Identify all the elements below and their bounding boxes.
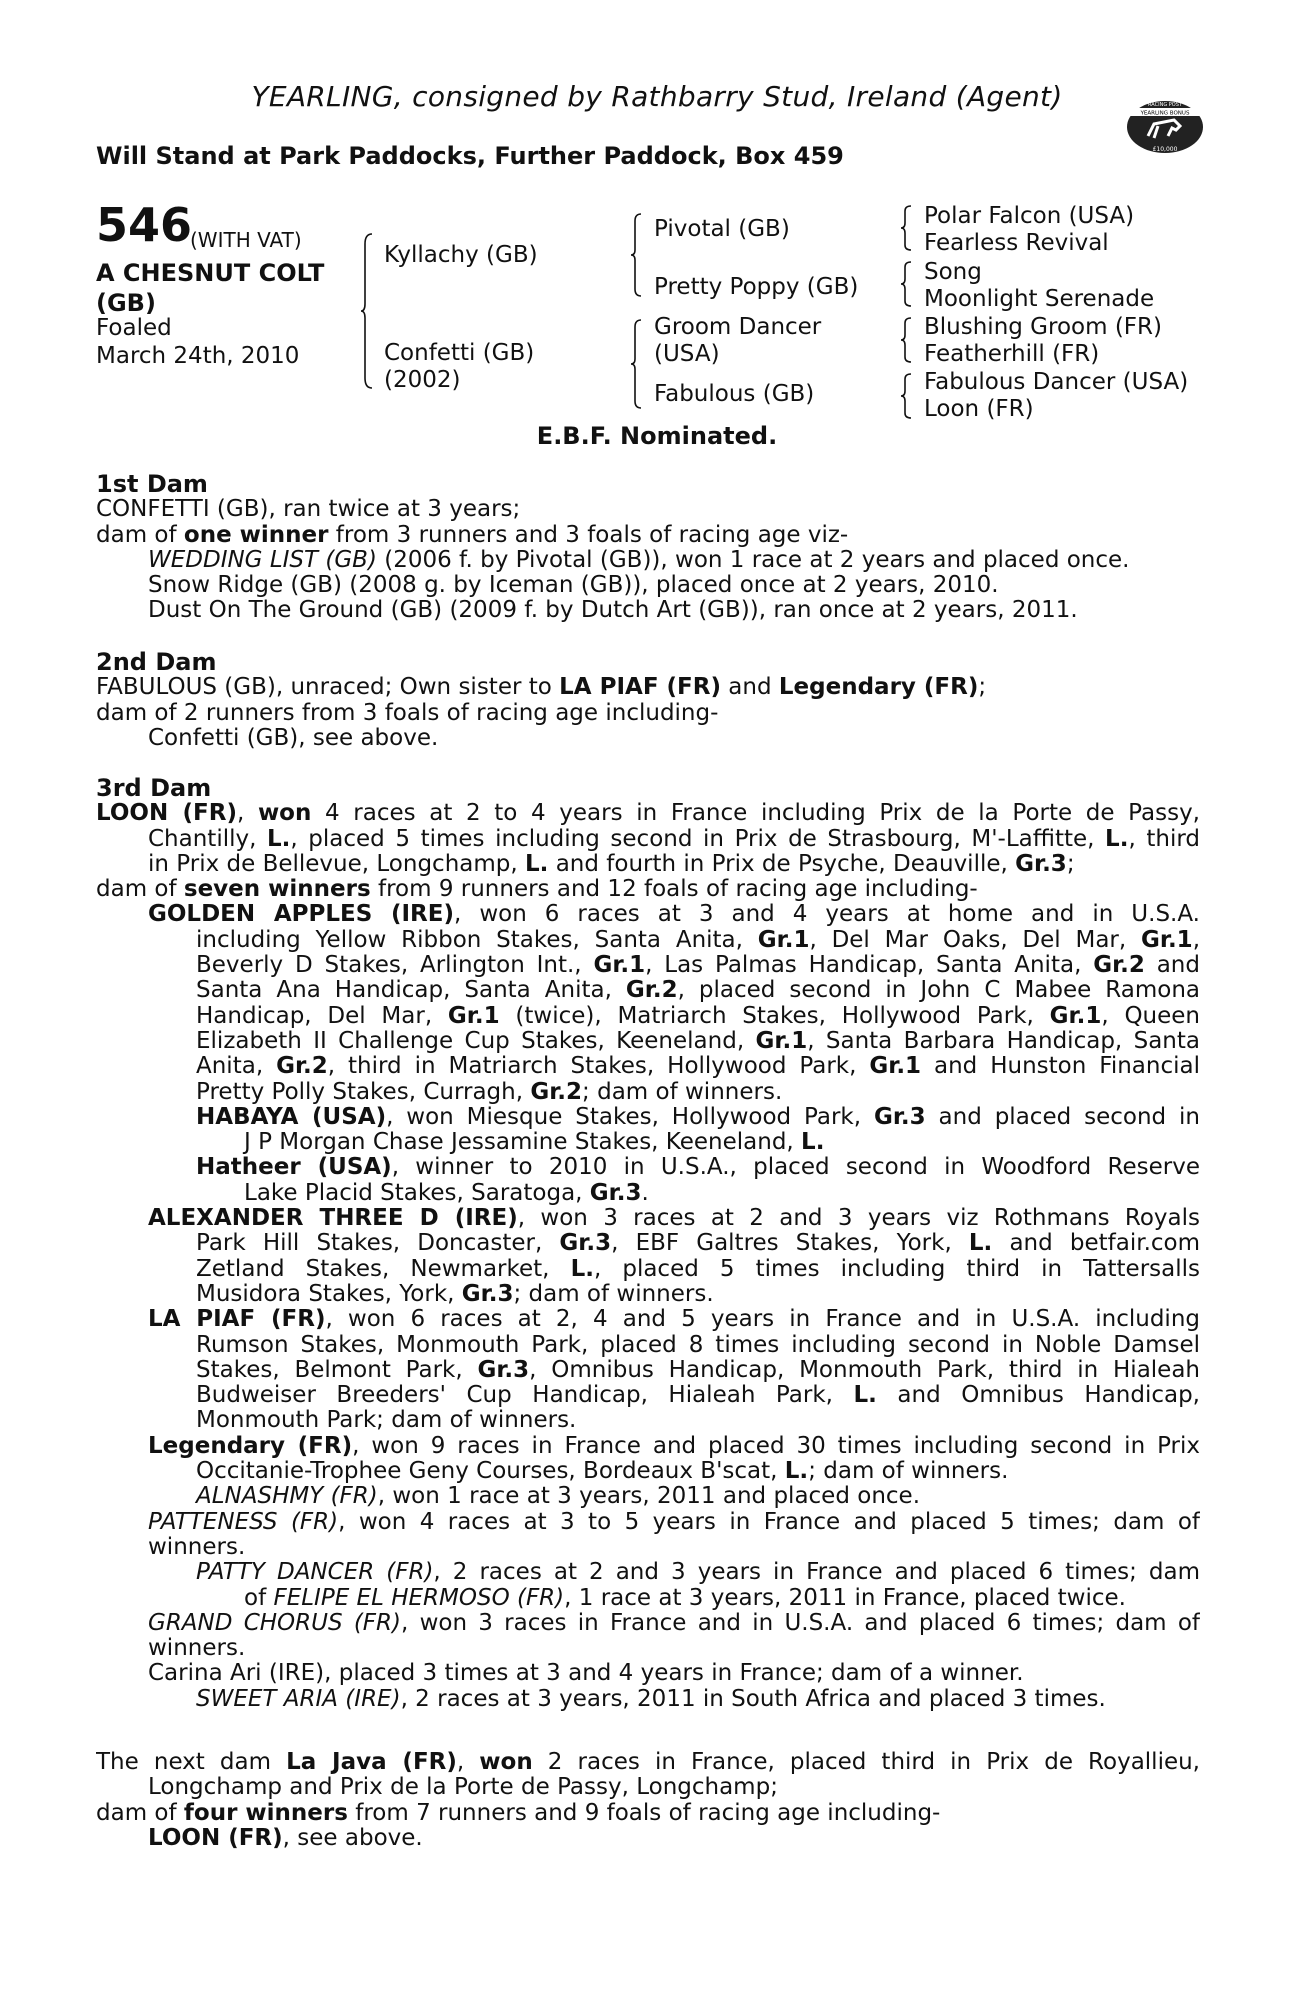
foaled-date: March 24th, 2010 [96,343,300,369]
pedigree-brace-dd [900,372,914,420]
horse-line-2: (GB) [96,289,156,317]
produce-entry: Park Hill Stakes, Doncaster, Gr.3, EBF Galtres Stakes, York, L. and betfair.com [196,1231,1200,1257]
produce-entry: Stakes, Belmont Park, Gr.3, Omnibus Handicap, Monmouth Park, third in Hialeah [196,1357,1200,1383]
produce-entry: Carina Ari (IRE), placed 3 times at 3 and 4 years in France; dam of a winner. [148,1661,1024,1687]
produce-entry: including Yellow Ribbon Stakes, Santa Anita, Gr.1, Del Mar Oaks, Del Mar, Gr.1, [196,927,1200,953]
pedigree-dam-sire-line2: (USA) [654,341,720,367]
badge-bottom-text: £10,000 [1152,146,1178,153]
dam-produce-summary: dam of 2 runners from 3 foals of racing age including- [96,700,719,726]
produce-entry: Snow Ridge (GB) (2008 g. by Iceman (GB)), placed once at 2 years, 2010. [148,573,999,599]
pedigree-gen3-3: Song [924,259,982,285]
pedigree-brace-dam [630,318,644,410]
produce-entry: Zetland Stakes, Newmarket, L., placed 5 times including third in Tattersalls [196,1256,1200,1282]
produce-entry: Lake Placid Stakes, Saratoga, Gr.3. [244,1180,649,1206]
section-heading: 2nd Dam [96,650,217,676]
produce-entry: J P Morgan Chase Jessamine Stakes, Keeneland, L. [244,1130,825,1156]
produce-entry: Elizabeth II Challenge Cup Stakes, Keeneland, Gr.1, Santa Barbara Handicap, Santa [196,1028,1200,1054]
produce-entry: PATTENESS (FR), won 4 races at 3 to 5 years in France and placed 5 times; dam of [148,1509,1200,1535]
pedigree-gen3-8: Loon (FR) [924,396,1034,422]
produce-entry: Musidora Stakes, York, Gr.3; dam of winners. [196,1281,714,1307]
dam-race-record: in Prix de Bellevue, Longchamp, L. and fourth in Prix de Psyche, Deauville, Gr.3; [148,851,1075,877]
produce-entry: winners. [148,1636,246,1662]
pedigree-brace-sd [900,260,914,308]
badge-mid-text: YEARLING BONUS [1140,110,1190,117]
produce-entry: Pretty Polly Stakes, Curragh, Gr.2; dam of winners. [196,1079,783,1105]
foaled-info [96,314,356,370]
pedigree-gen3-5: Blushing Groom (FR) [924,314,1162,340]
produce-entry: Santa Ana Handicap, Santa Anita, Gr.2, placed second in John C Mabee Ramona [196,978,1200,1004]
produce-entry: LA PIAF (FR), won 6 races at 2, 4 and 5 years in France and in U.S.A. including [148,1307,1200,1333]
produce-entry: Rumson Stakes, Monmouth Park, placed 8 times including second in Noble Damsel [196,1332,1200,1358]
produce-entry: WEDDING LIST (GB) (2006 f. by Pivotal (GB)), won 1 race at 2 years and placed once. [148,547,1130,573]
ebf-nomination: E.B.F. Nominated. [536,422,778,450]
pedigree-gen3-4: Moonlight Serenade [924,286,1155,312]
stand-location: Will Stand at Park Paddocks, Further Paddock, Box 459 [96,142,844,170]
dam-produce-summary: dam of four winners from 7 runners and 9 foals of racing age including- [96,1800,941,1826]
pedigree-dam: Confetti (GB) [384,340,535,366]
dam-produce-summary: dam of one winner from 3 runners and 3 foals of racing age viz- [96,522,849,548]
dam-race-record: CONFETTI (GB), ran twice at 3 years; [96,497,521,523]
dam-produce-summary: dam of seven winners from 9 runners and 12 foals of racing age including- [96,877,978,903]
produce-entry: Occitanie-Trophee Geny Courses, Bordeaux B'scat, L.; dam of winners. [196,1459,1009,1485]
yearling-bonus-badge-icon [1124,96,1206,158]
second-dam-section [96,650,1200,751]
section-heading: 3rd Dam [96,776,212,802]
next-dam-section [96,1750,1200,1851]
dam-race-record: Longchamp and Prix de la Porte de Passy, Longchamp; [148,1775,778,1801]
lot-vat: (WITH VAT) [190,228,302,252]
produce-entry: winners. [148,1534,246,1560]
pedigree-sire: Kyllachy (GB) [384,242,538,268]
dam-race-record: FABULOUS (GB), unraced; Own sister to LA PIAF (FR) and Legendary (FR); [96,675,987,701]
produce-entry: Beverly D Stakes, Arlington Int., Gr.1, Las Palmas Handicap, Santa Anita, Gr.2 and [196,953,1200,979]
foaled-label: Foaled [96,315,172,341]
produce-entry: Budweiser Breeders' Cup Handicap, Hialeah Park, L. and Omnibus Handicap, [196,1383,1200,1409]
produce-entry: Legendary (FR), won 9 races in France and placed 30 times including second in Prix [148,1433,1200,1459]
produce-entry: Handicap, Del Mar, Gr.1 (twice), Matriarch Stakes, Hollywood Park, Gr.1, Queen [196,1003,1200,1029]
produce-entry: of FELIPE EL HERMOSO (FR), 1 race at 3 years, 2011 in France, placed twice. [244,1585,1126,1611]
first-dam-section [96,472,1200,624]
pedigree-brace-gen1 [360,232,376,390]
pedigree-brace-ss [900,204,914,252]
dam-race-record: LOON (FR), won 4 races at 2 to 4 years in France including Prix de la Porte de Passy, [96,801,1200,827]
produce-entry: Hatheer (USA), winner to 2010 in U.S.A., placed second in Woodford Reserve [196,1155,1200,1181]
pedigree-dam-year: (2002) [384,367,461,393]
third-dam-section [96,776,1200,1712]
produce-entry: Confetti (GB), see above. [148,725,439,751]
pedigree-gen3-1: Polar Falcon (USA) [924,203,1135,229]
produce-entry: PATTY DANCER (FR), 2 races at 2 and 3 years in France and placed 6 times; dam [196,1560,1200,1586]
lot-number: 546 [96,198,193,252]
pedigree-brace-ds [900,316,914,364]
pedigree-sire-dam: Pretty Poppy (GB) [654,274,859,300]
produce-entry: ALEXANDER THREE D (IRE), won 3 races at 2 and 3 years viz Rothmans Royals [148,1206,1200,1232]
pedigree-gen3-2: Fearless Revival [924,230,1109,256]
produce-entry: LOON (FR), see above. [148,1825,423,1851]
produce-entry: ALNASHMY (FR), won 1 race at 3 years, 2011 and placed once. [196,1484,921,1510]
pedigree-gen3-6: Featherhill (FR) [924,341,1100,367]
pedigree-dam-dam: Fabulous (GB) [654,381,815,407]
produce-entry: GOLDEN APPLES (IRE), won 6 races at 3 and 4 years at home and in U.S.A. [148,902,1200,928]
pedigree-brace-sire [630,212,644,298]
produce-entry: Dust On The Ground (GB) (2009 f. by Dutch Art (GB)), ran once at 2 years, 2011. [148,598,1078,624]
horse-line-1: A CHESNUT COLT [96,259,325,287]
badge-top-text: RACING POST [1148,102,1182,108]
horse-description [96,258,356,318]
produce-entry: GRAND CHORUS (FR), won 3 races in France and in U.S.A. and placed 6 times; dam of [148,1610,1200,1636]
pedigree-gen3-7: Fabulous Dancer (USA) [924,369,1189,395]
produce-entry: HABAYA (USA), won Miesque Stakes, Hollywood Park, Gr.3 and placed second in [196,1104,1200,1130]
section-heading: 1st Dam [96,472,208,498]
produce-entry: SWEET ARIA (IRE), 2 races at 3 years, 2011 in South Africa and placed 3 times. [196,1686,1106,1712]
pedigree-dam-sire-line1: Groom Dancer [654,314,822,340]
produce-entry: Monmouth Park; dam of winners. [196,1408,577,1434]
page-title: YEARLING, consigned by Rathbarry Stud, Ireland (Agent) [251,80,1063,113]
produce-entry: Anita, Gr.2, third in Matriarch Stakes, Hollywood Park, Gr.1 and Hunston Financial [196,1054,1200,1080]
pedigree-sire-sire: Pivotal (GB) [654,216,790,242]
dam-race-record: Chantilly, L., placed 5 times including second in Prix de Strasbourg, M'-Laffitte, L., third [148,826,1200,852]
dam-race-record: The next dam La Java (FR), won 2 races in France, placed third in Prix de Royallieu, [96,1750,1200,1775]
